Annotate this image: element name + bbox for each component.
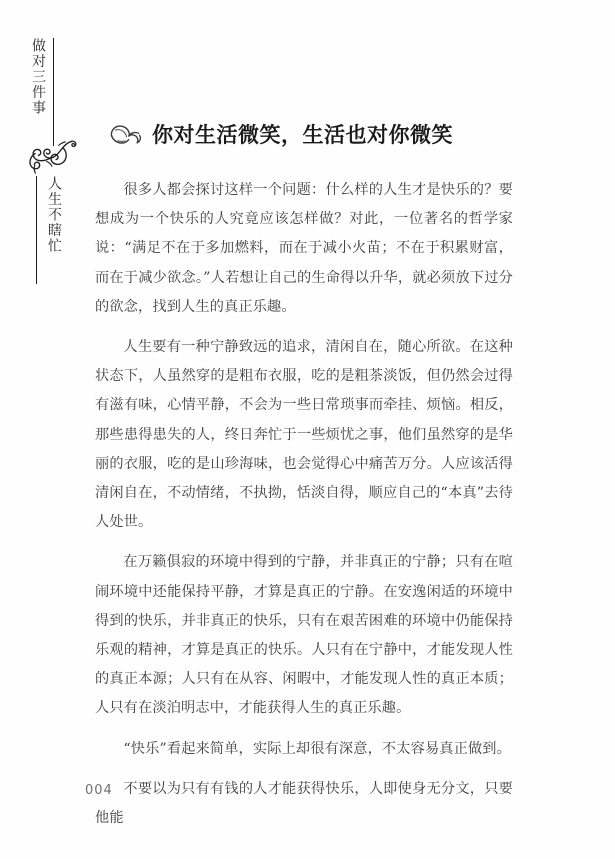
paragraph: 很多人都会探讨这样一个问题：什么样的人生才是快乐的？要想成为一个快乐的人究竟应该怎样做？对此，一位著名的哲学家说：“满足不在于多加燃料，而在于减小火苗；不在于积累财富，而在于减少欲念。”人若想让自己的生命得以升华，就必须放下过分的欲念，找到人生的真正乐趣。 [95,182,513,315]
running-head-rule-top [53,38,54,146]
running-head-subtitle-text: 人生不瞎忙 [46,176,62,254]
running-head-subtitle [36,176,63,284]
running-head-sidebar [0,0,92,859]
paragraph: 不要以为只有有钱的人才能获得快乐，人即使身无分文，只要他能 [95,780,513,827]
chapter-title: 你对生活微笑，生活也对你微笑 [152,123,453,147]
running-head-book-title [28,38,54,146]
body-text [95,176,513,844]
chapter-heading [108,122,453,148]
running-head-book-title-text: 做对三件事 [30,38,46,116]
leaf-swirl-ornament [108,122,142,148]
paragraph: 人生要有一种宁静致远的追求，清闲自在，随心所欲。在这种状态下，人虽然穿的是粗布衣服，吃的是粗茶淡饭，但仍然会过得有滋有味，心情平静，不会为一些日常琐事而牵挂、烦恼。相反，那些患得患失的人，终日奔忙于一些烦忧之事，他们虽然穿的是华丽的衣服，吃的是山珍海味，也会觉得心中痛苦万分。人应该活得清闲自在，不动情绪，不执拗，恬淡自得，顺应自己的“本真”去待人处世。 [95,339,513,531]
page-number: 004 [85,783,113,798]
running-head-rule-bottom [36,176,37,284]
paragraph: “快乐”看起来简单，实际上却很有深意，不太容易真正做到。 [123,740,511,757]
paragraph: 在万籁俱寂的环境中得到的宁静，并非真正的宁静；只有在喧闹环境中还能保持平静，才算是真正的宁静。在安逸闲适的环境中得到的快乐，并非真正的快乐，只有在艰苦困难的环境中仍能保持乐观的精神，才算是真正的快乐。人只有在宁静中，才能发现人性的真正本源；人只有在从容、闲暇中，才能发现人性的真正本质；人只有在淡泊明志中，才能获得人生的真正乐趣。 [95,554,513,717]
